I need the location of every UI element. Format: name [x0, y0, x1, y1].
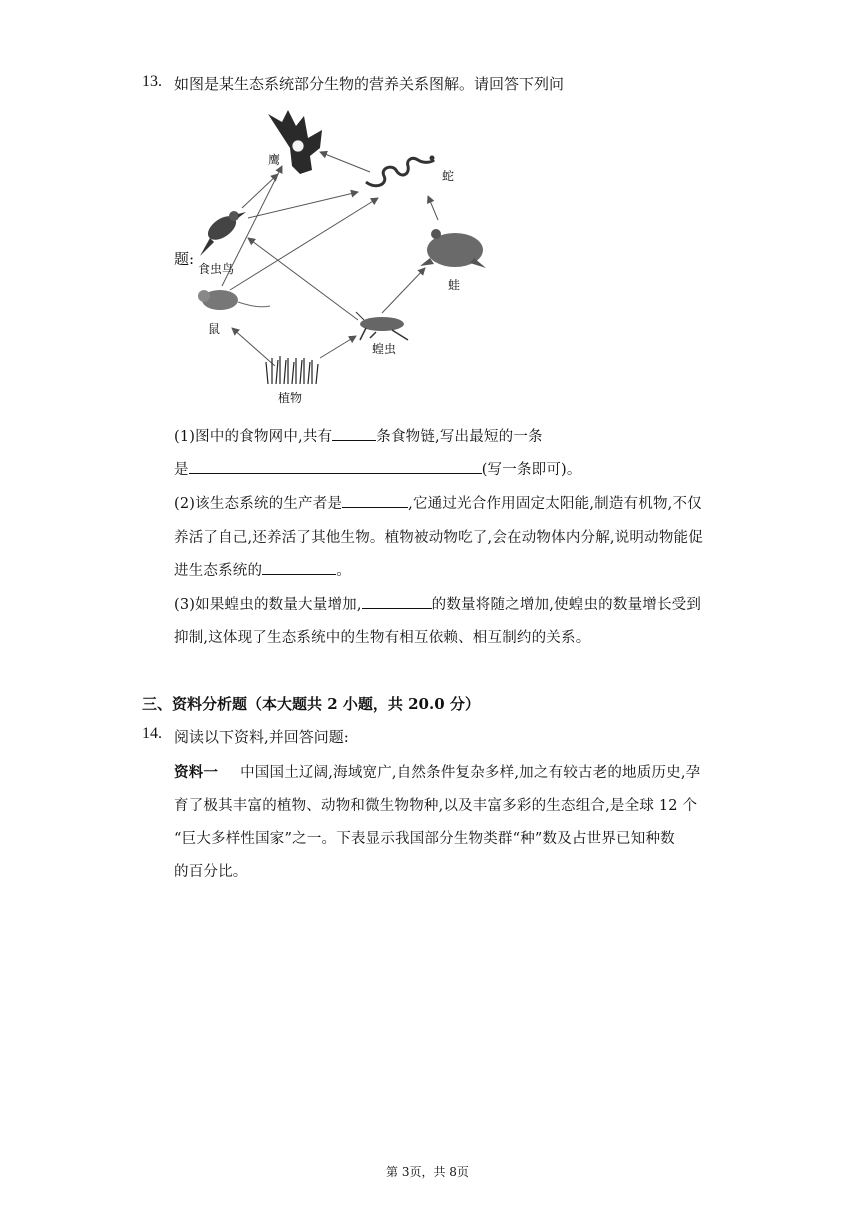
snake-illustration — [366, 156, 435, 186]
q13-part2-line1 — [174, 492, 702, 513]
plant-illustration — [266, 356, 318, 384]
question-13-stem-continued: 题: — [174, 250, 195, 268]
page-footer: 第 3页，共 8页 — [386, 1165, 469, 1179]
q13-part2-text-a: (2)该生态系统的生产者是 — [174, 496, 343, 512]
q13-part1-text-a: (1)图中的食物网中,共有 — [174, 429, 333, 445]
grasshopper-illustration — [356, 312, 408, 340]
label-grasshopper: 蝗虫 — [372, 342, 397, 356]
question-14-stem: 阅读以下资料,并回答问题: — [174, 728, 349, 746]
q13-part1-blank-chain[interactable] — [189, 459, 482, 474]
section-3-heading: 三、资料分析题（本大题共 2 小题，共 20.0 分） — [142, 695, 480, 713]
q14-material1-label: 资料一 — [174, 764, 219, 781]
q13-part2-text-d: 进生态系统的 — [174, 563, 263, 579]
q14-material1-line4: 的百分比。 — [174, 864, 248, 880]
mouse-illustration — [198, 290, 270, 310]
q13-part2-blank-cycle[interactable] — [262, 560, 336, 575]
q13-part1-blank-count[interactable] — [332, 426, 376, 441]
bird-illustration — [200, 211, 246, 256]
q13-part2-line2: 养活了自己,还养活了其他生物。植物被动物吃了,会在动物体内分解,说明动物能促 — [174, 530, 703, 546]
q14-material1-line2: 育了极其丰富的植物、动物和微生物物种,以及丰富多彩的生态组合,是全球 12 个 — [174, 798, 698, 814]
label-frog: 蛙 — [448, 278, 461, 292]
frog-illustration — [420, 229, 486, 268]
q13-part3-line2: 抑制,这体现了生态系统中的生物有相互依赖、相互制约的关系。 — [174, 630, 591, 646]
q13-part2-line3 — [174, 559, 351, 580]
q13-part3-blank-predator[interactable] — [362, 594, 432, 609]
q13-part1-text-b: 条食物链,写出最短的一条 — [376, 429, 543, 445]
q13-part1-text-d: (写一条即可)。 — [481, 462, 582, 478]
label-eagle: 鹰 — [268, 153, 281, 167]
q13-part2-blank-producer[interactable] — [342, 493, 408, 508]
q13-part2-text-b: ,它通过光合作用固定太阳能,制造有机物,不仅 — [408, 496, 702, 512]
label-mouse: 鼠 — [208, 322, 221, 336]
q13-part2-text-e: 。 — [336, 563, 351, 579]
question-13-stem: 如图是某生态系统部分生物的营养关系图解。请回答下列问 — [174, 75, 565, 93]
label-bird: 食虫鸟 — [198, 262, 235, 276]
label-snake: 蛇 — [442, 169, 455, 183]
q13-part3-text-a: (3)如果蝗虫的数量大量增加, — [174, 597, 362, 613]
question-13-number: 13. — [142, 73, 162, 90]
food-web-arrows — [222, 152, 438, 366]
q14-material1-line1 — [174, 761, 700, 782]
food-web-diagram — [170, 108, 500, 408]
q14-material1-text1: 中国国土辽阔,海域宽广,自然条件复杂多样,加之有较古老的地质历史,孕 — [240, 765, 701, 781]
label-plant: 植物 — [278, 391, 303, 405]
q13-part1-text-c: 是 — [174, 462, 189, 478]
q13-part1-line2 — [174, 458, 582, 479]
q14-material1-line3: “巨大多样性国家”之一。下表显示我国部分生物类群“种”数及占世界已知种数 — [174, 831, 675, 847]
q13-part1-line1 — [174, 425, 543, 446]
q13-part3-text-b: 的数量将随之增加,使蝗虫的数量增长受到 — [431, 597, 702, 613]
q13-part3-line1 — [174, 593, 701, 614]
question-14-number: 14. — [142, 725, 162, 742]
